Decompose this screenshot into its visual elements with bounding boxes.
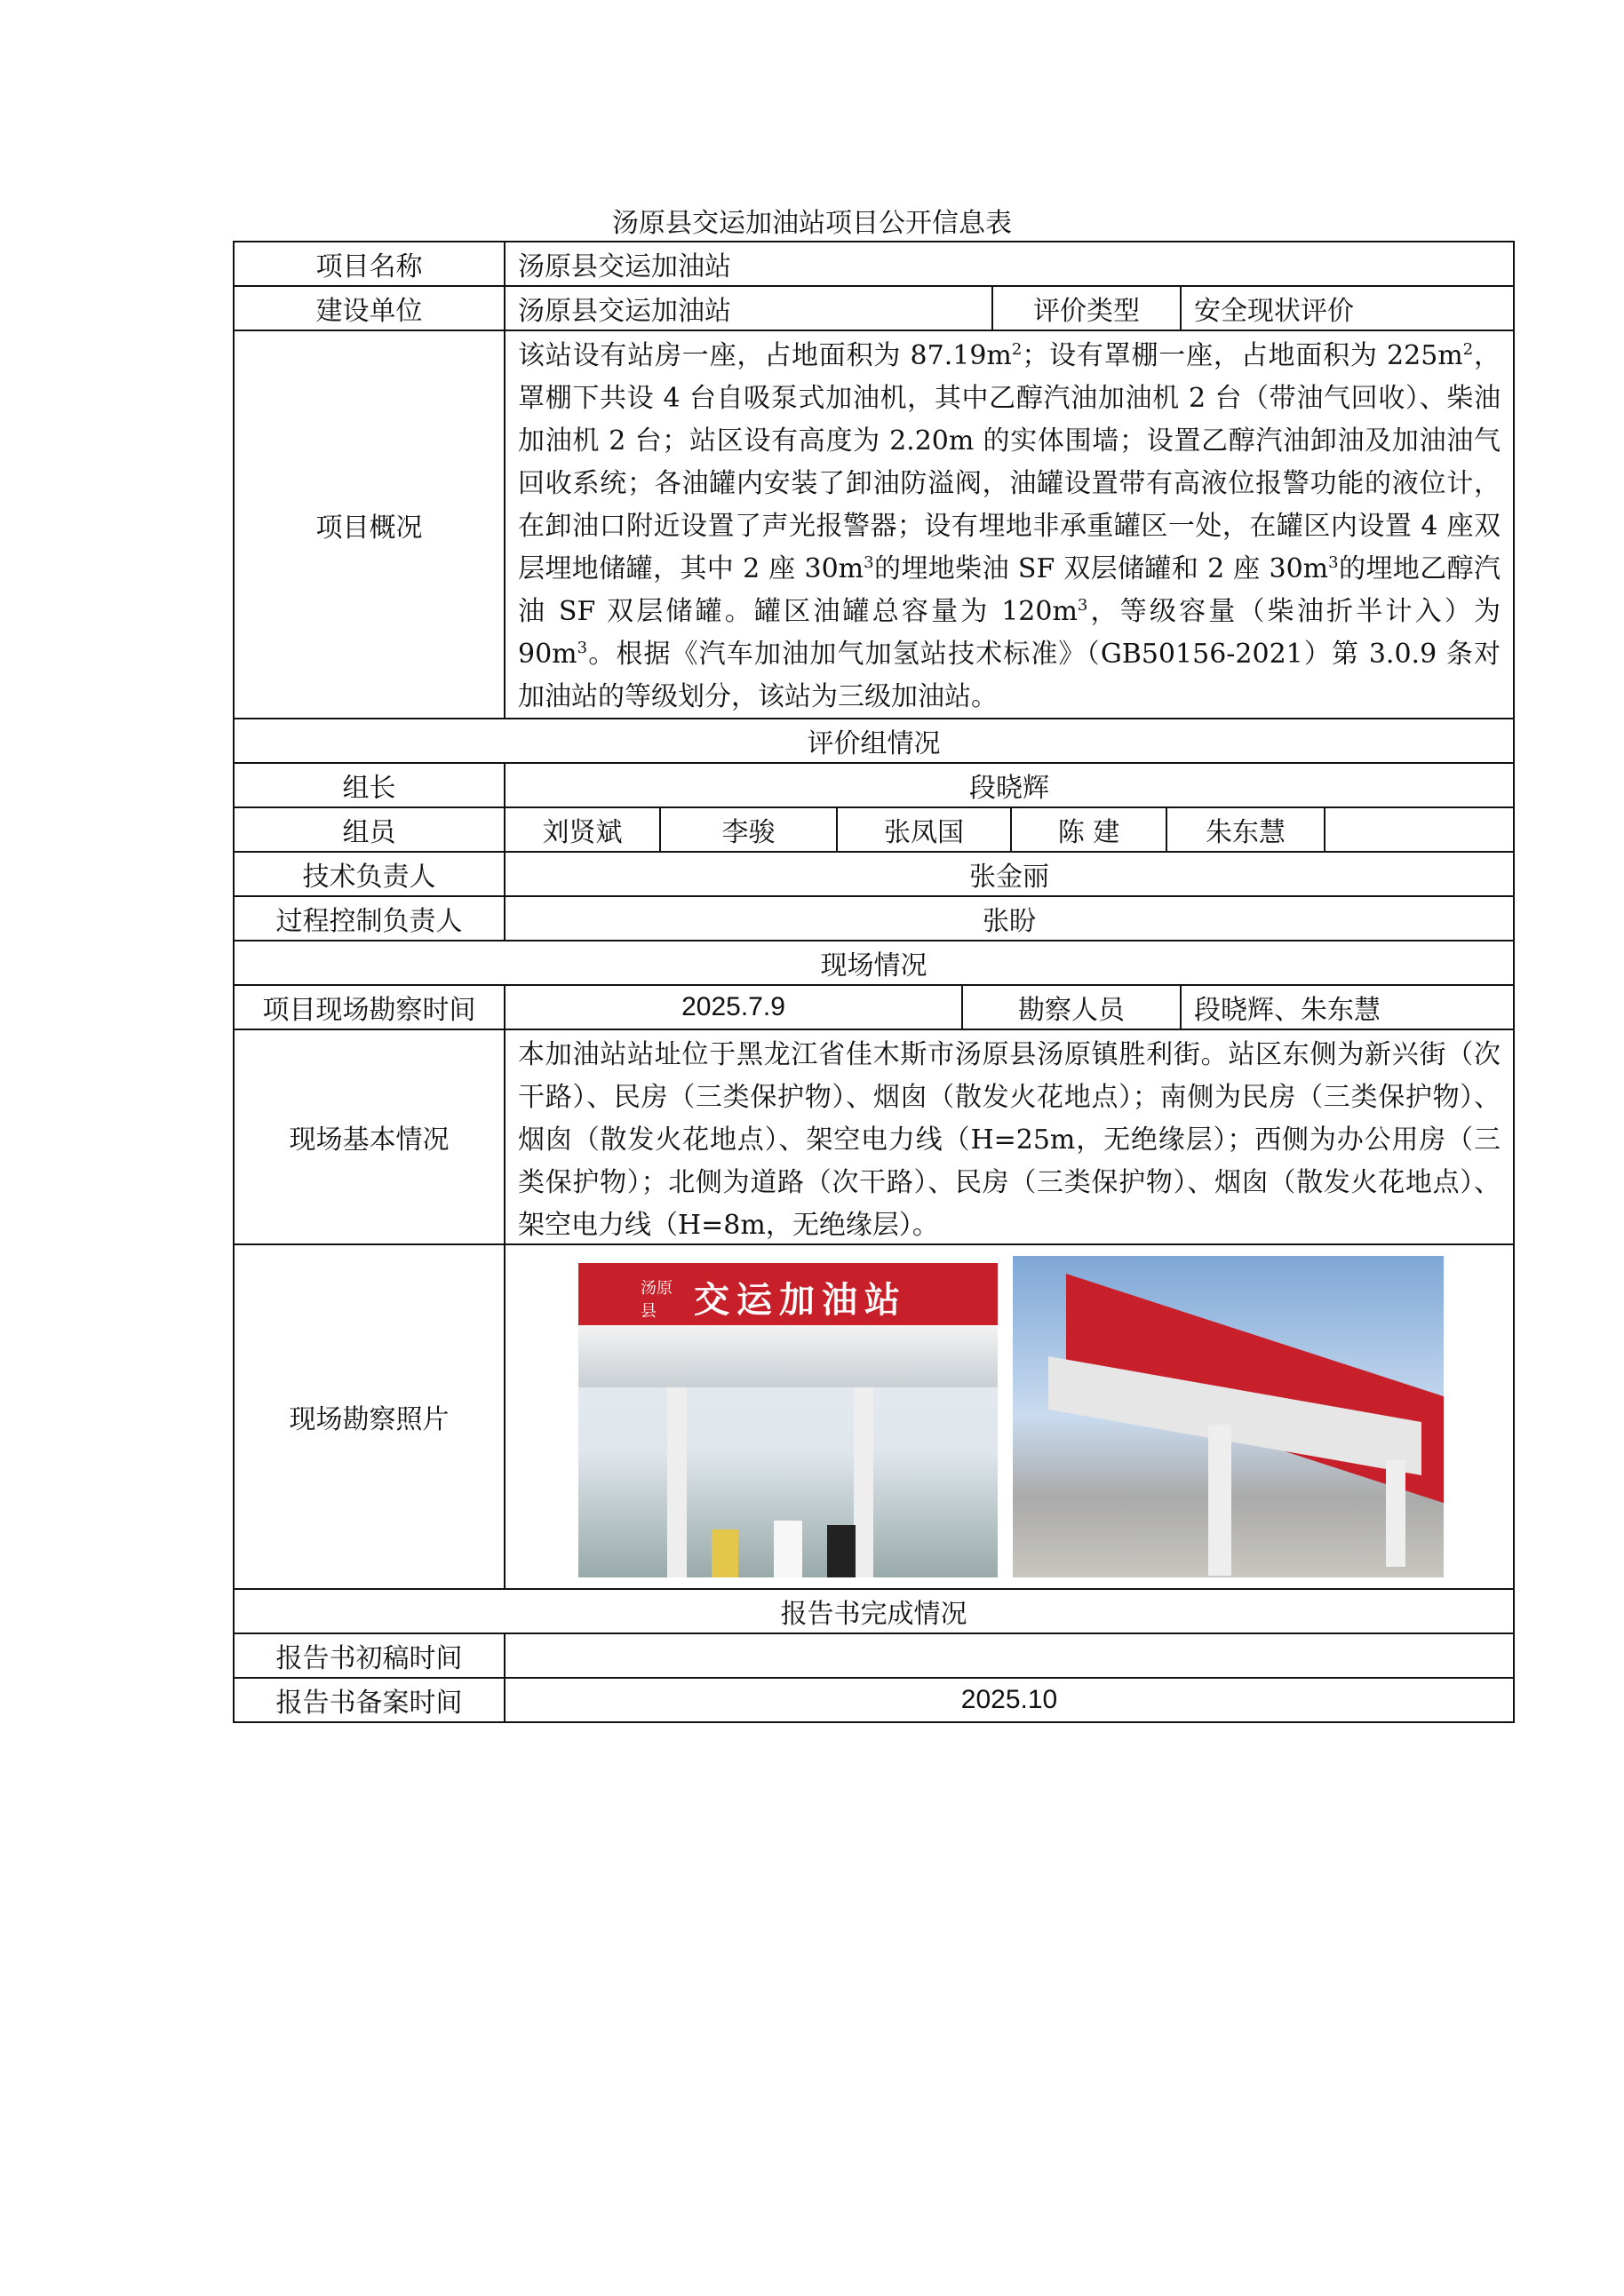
superscript: 2: [1462, 340, 1474, 359]
row-process-lead: [235, 895, 1513, 940]
info-table: [233, 241, 1515, 1723]
superscript: 3: [864, 553, 874, 572]
site-photo-1: [578, 1263, 998, 1577]
row-filing: [235, 1677, 1513, 1721]
survey-staff-value: 段晓辉、朱东慧: [1180, 986, 1513, 1029]
row-site-section: [235, 940, 1513, 984]
survey-time-label: 项目现场勘察时间: [262, 995, 476, 1026]
member-cell: 朱东慧: [1166, 808, 1324, 851]
superscript: 3: [1328, 553, 1339, 572]
overview-part: 的埋地柴油 SF 双层储罐和 2 座 30m: [873, 553, 1329, 584]
site-photo-2: [1013, 1256, 1444, 1577]
person: [827, 1525, 856, 1577]
draft-label: 报告书初稿时间: [275, 1643, 463, 1674]
tech-lead-label: 技术负责人: [302, 862, 436, 893]
photos-cell: [504, 1245, 1513, 1588]
canopy-ceiling: [578, 1325, 998, 1387]
site-section-heading: 现场情况: [820, 950, 927, 981]
row-builder: [235, 285, 1513, 330]
site-basic-text: 本加油站站址位于黑龙江省佳木斯市汤原县汤原镇胜利街。站区东侧为新兴街（次干路）、民房（三类保护物）、烟囱（散发火花地点）；南侧为民房（三类保护物）、烟囱（散发火花地点）、架空电力线（H=25m，无绝缘层）；西侧为办公用房（三类保护物）；北侧为道路（次干路）、民房（三类保护物）、烟囱（散发火花地点）、架空电力线（H=8m，无绝缘层）。: [504, 1030, 1513, 1243]
tech-lead-value: 张金丽: [504, 853, 1513, 895]
row-members: [235, 806, 1513, 851]
column: [854, 1387, 873, 1577]
filing-label: 报告书备案时间: [275, 1688, 463, 1719]
leader-label: 组长: [342, 773, 396, 804]
photos-label: 现场勘察照片: [289, 1404, 450, 1435]
survey-time-value: 2025.7.9: [504, 986, 961, 1029]
site-basic-label: 现场基本情况: [289, 1124, 450, 1156]
report-section-heading: 报告书完成情况: [780, 1599, 967, 1630]
row-draft: [235, 1633, 1513, 1677]
row-tech-lead: [235, 851, 1513, 895]
overview-text: [504, 331, 1513, 718]
project-name-label: 项目名称: [315, 251, 423, 282]
member-cell: 陈 建: [1010, 808, 1166, 851]
leader-value: 段晓辉: [504, 764, 1513, 806]
process-lead-value: 张盼: [504, 897, 1513, 940]
document-title: 汤原县交运加油站项目公开信息表: [612, 208, 1012, 239]
member-cell: 刘贤斌: [504, 808, 659, 851]
row-report-section: [235, 1588, 1513, 1633]
overview-part: ；设有罩棚一座，占地面积为 225m: [1022, 340, 1463, 371]
column: [1386, 1460, 1405, 1567]
member-cell: 张凤国: [836, 808, 1010, 851]
overview-part: 该站设有站房一座，占地面积为 87.19m: [518, 340, 1012, 371]
row-leader: [235, 762, 1513, 806]
row-project-name: [235, 242, 1513, 285]
row-survey: [235, 984, 1513, 1029]
eval-type-label: 评价类型: [991, 287, 1180, 330]
row-site-basic: [235, 1029, 1513, 1243]
overview-part: 。根据《汽车加油加气加氢站技术标准》（GB50156-2021）第 3.0.9 条对加油站的等级划分，该站为三级加油站。: [518, 639, 1501, 712]
process-lead-label: 过程控制负责人: [275, 906, 463, 937]
team-section-heading: 评价组情况: [807, 728, 941, 759]
members-label: 组员: [342, 817, 396, 848]
survey-staff-label: 勘察人员: [961, 986, 1180, 1029]
row-photos: [235, 1243, 1513, 1588]
overview-part: ，等级容量（柴油折半计入）为 90m: [518, 596, 1501, 670]
eval-type-value: 安全现状评价: [1180, 287, 1513, 330]
column: [667, 1387, 687, 1577]
overview-part: 的埋地乙醇汽油 SF 双层储罐。罐区油罐总容量为 120m: [518, 553, 1501, 627]
person: [712, 1529, 738, 1577]
person: [774, 1521, 802, 1577]
member-cell: [1324, 808, 1513, 851]
superscript: 2: [1011, 340, 1023, 359]
builder-label: 建设单位: [315, 296, 423, 327]
draft-value: [504, 1634, 1513, 1677]
builder-value: 汤原县交运加油站: [504, 287, 991, 330]
overview-part: ，罩棚下共设 4 台自吸泵式加油机，其中乙醇汽油加油机 2 台（带油气回收）、柴油加油机 2 台；站区设有高度为 2.20m 的实体围墙；设置乙醇汽油卸油及加油油气回收系统；各油罐内安装了卸油防溢阀，油罐设置带有高液位报警功能的液位计，在卸油口附近设置了声光报警器；设有埋地非承重罐区一处，在罐区内设置 4 座双层埋地储罐，其中 2 座 30m: [518, 340, 1501, 584]
filing-value: 2025.10: [504, 1679, 1513, 1721]
member-cell: 李骏: [659, 808, 836, 851]
sign-small-text: 汤原县: [641, 1279, 673, 1321]
superscript: 3: [1077, 596, 1088, 615]
superscript: 3: [577, 639, 588, 657]
project-name-value: 汤原县交运加油站: [504, 242, 1513, 285]
row-team-section: [235, 718, 1513, 762]
row-overview: [235, 330, 1513, 718]
column: [1208, 1425, 1231, 1576]
overview-label: 项目概况: [315, 512, 423, 544]
sign-text: 交运加油站: [694, 1279, 907, 1321]
